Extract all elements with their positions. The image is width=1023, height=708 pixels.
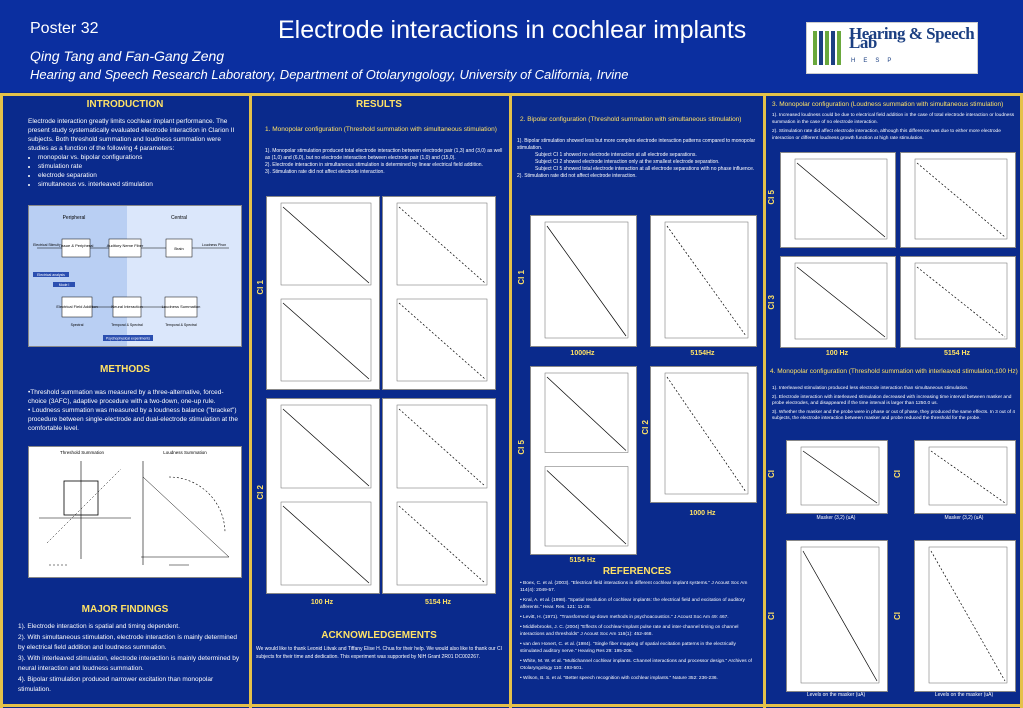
chart-panel (382, 196, 496, 390)
divider (763, 96, 766, 708)
list-item: • Wilson, B. S. et al. "Better speech recognition with cochlear implants." Nature 352: 236-236. (520, 676, 718, 681)
section-3-title: 3. Monopolar configuration (Loudness summation with simultaneous stimulation) (772, 101, 1004, 108)
diagram-label-brain: Brain (174, 246, 184, 251)
list-item: • Kral, A. et al. (1998). "Spatial resolution of cochlear implants: the electrical field and excitation of auditory afferents." Hear. Res. 121: 11-28. (520, 598, 745, 610)
summation-figure (28, 446, 242, 578)
list-item: 2). With simultaneous stimulation, electrode interaction is mainly determined by electrical field addition and loudness summation. (18, 633, 237, 651)
list-item: • Boex, C. et al. (2003). "Electrical field interactions in different cochlear implant systems." J Acoust Soc Am 114(4): 2049-57. (520, 581, 748, 593)
axis-label: Levels on the masker (uA) (806, 692, 866, 698)
list-item: • Levitt, H. (1971). "Transformed up-down methods in psychoacoustics." J Acoust Soc Am 49: 467. (520, 615, 729, 620)
chart-panel (382, 398, 496, 594)
intro-text (28, 117, 240, 189)
diagram-bar-1: Electrical analysis (37, 273, 65, 277)
mini-plot (901, 153, 1015, 247)
caption-5154hz: 5154 Hz (943, 350, 971, 357)
section-4-text (772, 386, 1016, 423)
chart-panel (530, 215, 637, 347)
summation-figure-svg (29, 447, 241, 577)
mini-plot (781, 153, 895, 247)
axis-label: Masker (3,2) (uA) (816, 515, 856, 521)
results-title: RESULTS (356, 99, 402, 110)
chart-panel (900, 152, 1016, 248)
processing-diagram (28, 205, 242, 347)
list-item: Subject CI 5 showed total electrode interaction at all electrode separations with no phase influence. (535, 166, 755, 172)
mini-plot (781, 257, 895, 347)
diagram-label-psy: Psychophysical experiments (105, 336, 151, 341)
list-item: 1). Bipolar stimulation showed less but more complex electrode interaction patterns compared to monopolar stimulation. (517, 138, 756, 151)
list-item: Subject CI 1 showed no electrode interaction at all electrode separations. (535, 152, 697, 158)
caption-5154hz: 5154 Hz (424, 599, 452, 606)
list-item: 3). With interleaved stimulation, electrode interaction is mainly determined by neural interaction and loudness summation. (18, 654, 240, 672)
diagram-bar-2: Mode l (58, 283, 70, 287)
diagram-label-spectral: Spectral (70, 323, 84, 327)
ci-label: CI 5 (517, 440, 526, 455)
processing-diagram-svg (29, 206, 241, 346)
intro-bullets (28, 153, 240, 189)
diagram-label-ls: Loudness Summation (161, 304, 201, 309)
caption-100hz: 100 Hz (825, 350, 849, 357)
diagram-label-efa: Electrical Field Addition (56, 304, 98, 309)
axis-label: Masker (3,2) (uA) (944, 515, 984, 521)
divider (249, 96, 252, 708)
mini-plot (651, 367, 756, 502)
list-item: 1). Electrode interaction is spatial and timing dependent. (18, 623, 180, 630)
chart-panel (914, 440, 1016, 514)
mini-plot (531, 367, 636, 554)
list-item: 3). Stimulation rate did not affect electrode interaction. (265, 169, 385, 175)
diagram-label-tissue: Tissue & Peripheral (58, 243, 94, 248)
mini-plot (531, 216, 636, 346)
mini-plot (787, 441, 887, 513)
caption-5154hz: 5154Hz (690, 350, 715, 357)
poster-header (0, 0, 1023, 92)
lab-logo (806, 22, 978, 74)
mini-plot (915, 541, 1015, 691)
list-item: 1). Increased loudness could be due to electrical field addition in the case of total electrode interaction or loudness summation in the case of no electrode interaction. (772, 113, 1015, 125)
findings-list (18, 622, 240, 696)
ci-label: CI (767, 470, 776, 478)
poster-number: Poster 32 (30, 20, 99, 37)
chart-panel (780, 152, 896, 248)
ci-label: CI (767, 612, 776, 620)
fig-ts-title: Threshold Summation (59, 450, 105, 455)
diagram-label-electrical: Electrical Stimuli (33, 243, 59, 247)
methods-title: METHODS (100, 364, 150, 375)
list-item: • Middlebrooks, J. C. (2004) "Effects of cochlear-implant pulse rate and inter-channel timing on channel interactions and thresholds" J Acoust Soc Am 116(1): 452-468. (520, 625, 739, 637)
ci-label: CI 1 (256, 280, 265, 295)
poster-title: Electrode interactions in cochlear implants (278, 16, 747, 44)
divider (509, 96, 512, 708)
list-item: • Loudness summation was measured by a loudness balance ("bracket") procedure between single-electrode and dual-electrode stimulation at the comfortable level. (28, 407, 238, 432)
caption-1000hz: 1000Hz (570, 350, 595, 357)
diagram-label-filter: Auditory Neme Fiber (106, 243, 144, 248)
section-1-text (265, 148, 505, 176)
chart-panel (650, 366, 757, 503)
chart-panel (266, 196, 380, 390)
mini-plot (383, 197, 495, 389)
ci-label: CI 2 (641, 420, 650, 435)
intro-paragraph: Electrode interaction greatly limits cochlear implant performance. The present study systematically evaluated electrode interaction in Clarion II subjects. Both threshold summation and loudness summation were studies as a function of the following 4 parameters: (28, 118, 235, 152)
chart-panel (786, 440, 888, 514)
mini-plot (267, 197, 379, 389)
list-item: •Threshold summation was measured by a three-alternative, forced-choice (3AFC), adaptive procedure with a two-down, one-up rule. (28, 389, 224, 405)
list-item: 1). Interleaved stimulation produced less electrode interaction than simultaneous stimulation. (772, 386, 969, 391)
fig-ls-title: Loudness Summation (163, 450, 207, 455)
list-item: Subject CI 2 showed electrode interaction only at the smallest electrode separation. (535, 159, 720, 165)
lab-logo-text: Hearing & Speech Lab (849, 24, 975, 52)
lab-logo-sub: HESP (851, 58, 900, 64)
ci-label: CI (893, 612, 902, 620)
caption-1000hz-b: 1000 Hz (689, 510, 716, 517)
chart-panel (786, 540, 888, 692)
ci-label: CI (893, 470, 902, 478)
section-2-title: 2. Bipolar configuration (Threshold summation with simultaneous stimulation) (520, 116, 742, 123)
diagram-label-peripheral: Peripheral (62, 215, 86, 221)
findings-title: MAJOR FINDINGS (81, 604, 169, 615)
references-title: REFERENCES (602, 566, 672, 577)
divider (0, 96, 3, 708)
section-2-text (517, 138, 757, 180)
references-list (520, 580, 756, 685)
mini-plot (787, 541, 887, 691)
mini-plot (383, 399, 495, 593)
list-item: • monopolar vs. bipolar configurations (38, 153, 240, 162)
affiliation: Hearing and Speech Research Laboratory, Department of Otolaryngology, University of California, Irvine (30, 67, 629, 82)
list-item: 2). Stimulation rate did not affect electrode interaction. (517, 173, 637, 179)
section-3-text (772, 113, 1016, 142)
chart-panel (900, 256, 1016, 348)
ci-label: CI 1 (517, 270, 526, 285)
diagram-label-loudness: Loudness Phon (201, 243, 227, 247)
diagram-label-temporal1: Temporal & Spectral (111, 323, 143, 327)
caption-5154hz-b: 5154 Hz (569, 557, 596, 564)
diagram-label-neural: Neural Interaction (111, 304, 143, 309)
section-4-title: 4. Monopolar configuration (Threshold summation with interleaved stimulation,100 Hz) (770, 368, 1018, 375)
authors: Qing Tang and Fan-Gang Zeng (30, 48, 225, 64)
mini-plot (915, 441, 1015, 513)
mini-plot (651, 216, 756, 346)
caption-100hz: 100 Hz (310, 599, 334, 606)
list-item: • electrode separation (38, 171, 240, 180)
axis-label: Levels on the masker (uA) (934, 692, 994, 698)
chart-panel (780, 256, 896, 348)
list-item: 4). Bipolar stimulation produced narrower excitation than monopolar stimulation. (18, 675, 214, 693)
mini-plot (267, 399, 379, 593)
section-1-title: 1. Monopolar configuration (Threshold summation with simultaneous stimulation) (265, 126, 497, 133)
chart-panel (266, 398, 380, 594)
list-item: 2). Electrode interaction with interleaved stimulation decreased with increasing time interval between masker and probe electrodes, and disappeared if the time interval is larger than 1250.0 us. (772, 394, 1012, 406)
list-item: 2). Electrode interaction in simultaneous stimulation is determined by linear electrical field addition. (265, 162, 483, 168)
ci-label: CI 3 (767, 295, 776, 310)
lab-logo-mark (811, 27, 845, 69)
intro-title: INTRODUCTION (86, 99, 164, 110)
list-item: 2). Stimulation rate did affect electrode interaction, although this difference was due to either more electrode interaction or different loudness growth function at high rate stimulation. (772, 129, 1001, 141)
ci-label: CI 2 (256, 485, 265, 500)
methods-text (28, 388, 240, 433)
list-item: 1). Monopolar stimulation produced total electrode interaction between electrode pair (1,3) and (3,0) as well as (1,0) and (6,0), but no electrode interaction between electrode pair (1,0) and (15,0). (265, 148, 503, 161)
list-item: • White, M. W. et al. "Multichannel cochlear implants. Channel interactions and processor design." Archives of Otolaryngology 110: 493-501. (520, 659, 752, 671)
list-item: 3). Whether the masker and the probe were in phase or out of phase, they produced the same effects. In 3 out of 4 subjects, the electrode interaction between masker and probe reduced the threshold for the probe. (772, 409, 1016, 421)
ack-title: ACKNOWLEDGEMENTS (321, 630, 437, 641)
diagram-label-central: Central (170, 215, 188, 221)
mini-plot (901, 257, 1015, 347)
chart-panel (530, 366, 637, 555)
list-item: • simultaneous vs. interleaved stimulation (38, 180, 240, 189)
divider (0, 704, 1023, 707)
list-item: • stimulation rate (38, 162, 240, 171)
list-item: • van den Honert, C. et al. (1984). "Single fiber mapping of spatial excitation patterns in the electrically stimulated auditory nerve." Hearing Res 29: 195-206. (520, 642, 736, 654)
chart-panel (650, 215, 757, 347)
ci-label: CI 5 (767, 190, 776, 205)
ack-text: We would like to thank Leonid Litvak and Tiffany Elise H. Chua for their help. We would also like to thank our CI subjects for their time and dedication. This experiment was supported by NIH Grant 2R01 DC002267. (256, 646, 502, 660)
diagram-label-temporal2: Temporal & Spectral (165, 323, 197, 327)
chart-panel (914, 540, 1016, 692)
